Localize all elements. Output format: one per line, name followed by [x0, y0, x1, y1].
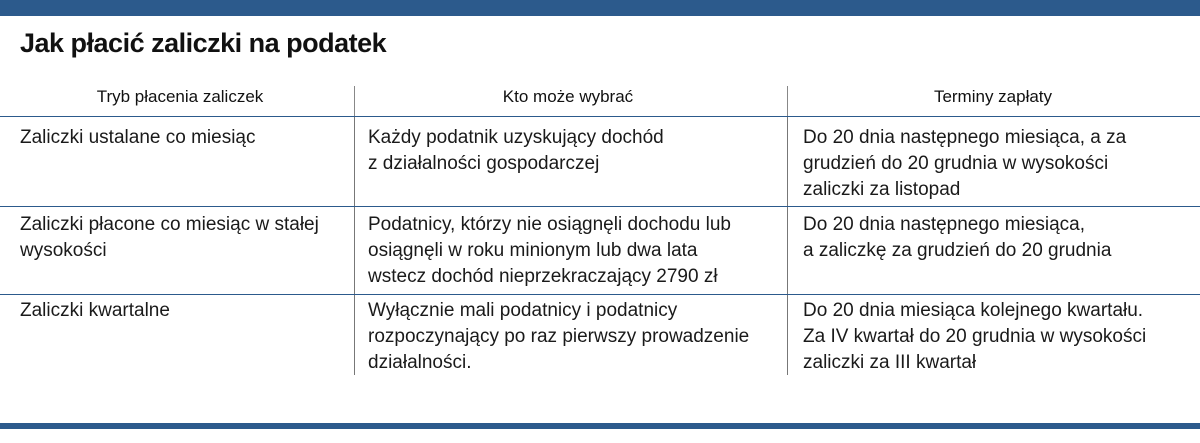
top-accent-bar: [0, 0, 1200, 16]
cell-line: Zaliczki kwartalne: [20, 300, 170, 321]
cell-tryb: [20, 212, 340, 264]
table-header: [0, 82, 1200, 116]
column-header-terminy: Terminy zapłaty: [933, 87, 1053, 106]
header-divider: [787, 86, 788, 116]
cell-tryb: [20, 298, 340, 324]
bottom-accent-bar: [0, 423, 1200, 429]
cell-line: Każdy podatnik uzyskujący dochód: [368, 127, 664, 148]
cell-line: zaliczki za listopad: [803, 179, 961, 200]
cell-line: Zaliczki ustalane co miesiąc: [20, 127, 256, 148]
column-divider: [787, 207, 788, 294]
cell-line: wstecz dochód nieprzekraczający 2790 zł: [368, 266, 718, 287]
cell-line: a zaliczkę za grudzień do 20 grudnia: [803, 240, 1112, 261]
cell-line: działalności.: [368, 352, 472, 373]
row-divider: [0, 116, 1200, 117]
cell-line: z działalności gospodarczej: [368, 153, 600, 174]
column-divider: [354, 295, 355, 375]
cell-terminy: [803, 298, 1183, 376]
cell-line: zaliczki za III kwartał: [803, 352, 977, 373]
page-title: Jak płacić zaliczki na podatek: [20, 28, 387, 58]
cell-line: rozpoczynający po raz pierwszy prowadzenie: [368, 326, 750, 347]
cell-line: Zaliczki płacone co miesiąc w stałej: [20, 214, 319, 235]
cell-line: Wyłącznie mali podatnicy i podatnicy: [368, 300, 678, 321]
cell-tryb: [20, 125, 340, 151]
cell-line: Za IV kwartał do 20 grudnia w wysokości: [803, 326, 1147, 347]
column-divider: [787, 117, 788, 206]
cell-kto: [368, 298, 768, 376]
cell-kto: [368, 125, 768, 177]
header-divider: [354, 86, 355, 116]
cell-line: Do 20 dnia miesiąca kolejnego kwartału.: [803, 300, 1144, 321]
cell-kto: [368, 212, 768, 290]
cell-line: Podatnicy, którzy nie osiągnęli dochodu lub: [368, 214, 731, 235]
cell-line: osiągnęli w roku minionym lub dwa lata: [368, 240, 698, 261]
cell-terminy: [803, 212, 1183, 264]
cell-terminy: [803, 125, 1183, 203]
cell-line: Do 20 dnia następnego miesiąca,: [803, 214, 1086, 235]
row-divider: [0, 206, 1200, 207]
column-header-tryb: Tryb płacenia zaliczek: [96, 87, 264, 106]
cell-line: wysokości: [20, 240, 107, 261]
row-divider: [0, 294, 1200, 295]
column-divider: [354, 207, 355, 294]
cell-line: Do 20 dnia następnego miesiąca, a za: [803, 127, 1127, 148]
column-header-kto: Kto może wybrać: [502, 87, 634, 106]
column-divider: [787, 295, 788, 375]
column-divider: [354, 117, 355, 206]
cell-line: grudzień do 20 grudnia w wysokości: [803, 153, 1109, 174]
